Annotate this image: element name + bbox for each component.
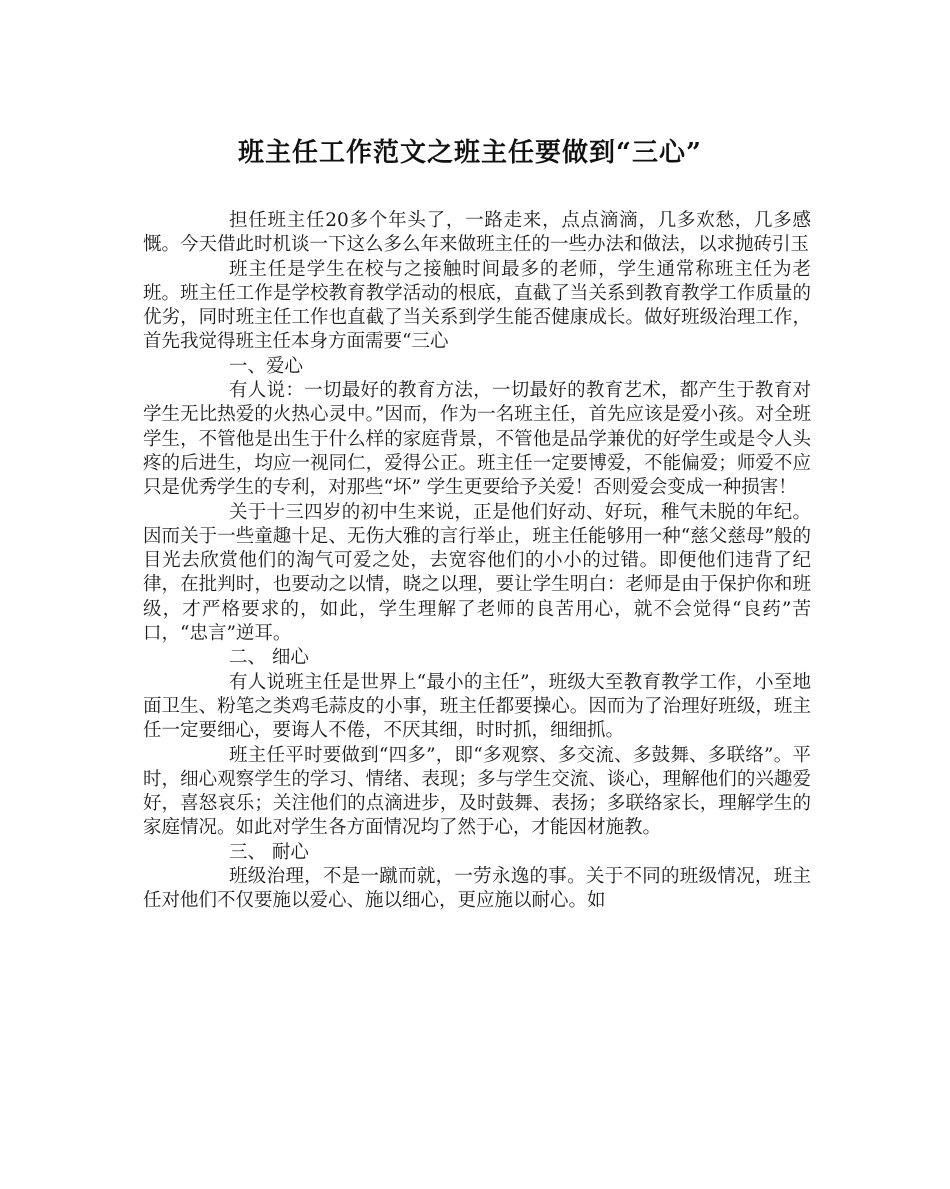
section-heading-care: 二、 细心 [229, 647, 309, 669]
paragraph-intro: 担任班主任20多个年头了，一路走来，点点滴滴，几多欢愁，几多感慨。今天借此时机谈一下这么多么年来做班主任的一些办法和做法，以求抛砖引玉 [143, 210, 811, 256]
section-heading-patience: 三、 耐心 [229, 841, 309, 863]
paragraph-three-hearts: 班主任是学生在校与之接触时间最多的老师，学生通常称班主任为老班。班主任工作是学校教育教学活动的根底，直截了当关系到教育教学工作质量的优劣，同时班主任工作也直截了当关系到学生能否健康成长。做好班级治理工作，首先我觉得班主任本身方面需要“三心 [143, 258, 811, 353]
paragraph-care-2: 班主任平时要做到“四多”，即“多观察、多交流、多鼓舞、多联络”。平时，细心观察学生的学习、情绪、表现；多与学生交流、谈心，理解他们的兴趣爱好，喜怒哀乐；关注他们的点滴进步，及时鼓舞、表扬；多联络家长，理解学生的家庭情况。如此对学生各方面情况均了然于心，才能因材施教。 [143, 744, 811, 839]
paragraph-patience-1: 班级治理，不是一蹴而就，一劳永逸的事。关于不同的班级情况，班主任对他们不仅要施以爱心、施以细心，更应施以耐心。如 [143, 866, 811, 912]
document-body [143, 209, 811, 914]
paragraph-care-1: 有人说班主任是世界上“最小的主任”，班级大至教育教学工作，小至地面卫生、粉笔之类鸡毛蒜皮的小事，班主任都要操心。因而为了治理好班级，班主任一定要细心，要诲人不倦，不厌其细，时时抓，细细抓。 [143, 671, 811, 742]
section-heading-love: 一、爱心 [229, 355, 304, 377]
document-title: 班主任工作范文之班主任要做到“三心” [238, 138, 702, 168]
paragraph-love-2: 关于十三四岁的初中生来说，正是他们好动、好玩，稚气未脱的年纪。因而关于一些童趣十足、无伤大雅的言行举止，班主任能够用一种“慈父慈母”般的目光去欣赏他们的淘气可爱之处，去宽容他们的小小的过错。即便他们违背了纪律，在批判时，也要动之以情，晓之以理，要让学生明白：老师是由于保护你和班级，才严格要求的，如此，学生理解了老师的良苦用心，就不会觉得“良药”苦口，“忠言”逆耳。 [143, 501, 811, 645]
paragraph-love-1: 有人说：一切最好的教育方法，一切最好的教育艺术，都产生于教育对学生无比热爱的火热心灵中。”因而，作为一名班主任，首先应该是爱小孩。对全班学生，不管他是出生于什么样的家庭背景，不管他是品学兼优的好学生或是令人头疼的后进生，均应一视同仁，爱得公正。班主任一定要博爱，不能偏爱；师爱不应只是优秀学生的专利，对那些“坏” 学生更要给予关爱！否则爱会变成一种损害！ [143, 380, 811, 499]
